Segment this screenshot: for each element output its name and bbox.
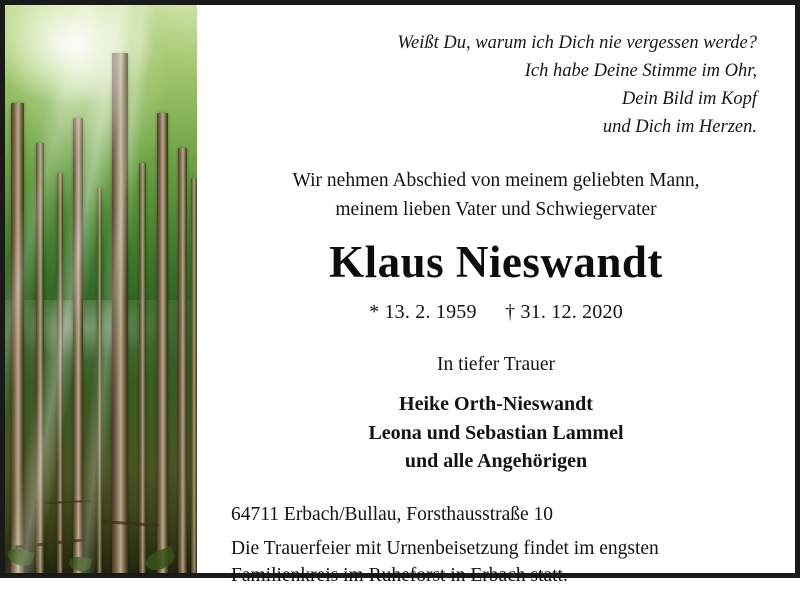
family-line: Heike Orth-Nieswandt — [399, 393, 593, 416]
forest-photo — [5, 5, 197, 573]
notice-inner — [5, 5, 795, 586]
family-line: und alle Angehörigen — [404, 450, 588, 473]
tree-trunk — [139, 163, 146, 573]
verse-line: Dein Bild im Kopf — [621, 89, 757, 110]
intro-block — [231, 167, 761, 224]
closing-line: Familienkreis im Ruheforst in Erbach statt. — [231, 564, 568, 586]
closing-line: Die Trauerfeier mit Urnenbeisetzung findet im engsten — [231, 537, 659, 559]
death-date: † 31. 12. 2020 — [505, 301, 623, 324]
verse-line: und Dich im Herzen. — [602, 117, 757, 138]
notice-text-panel — [197, 5, 795, 586]
verse-line: Ich habe Deine Stimme im Ohr, — [524, 61, 757, 82]
intro-line: Wir nehmen Abschied von meinem geliebten Mann, — [292, 170, 700, 192]
intro-line: meinem lieben Vater und Schwiegervater — [335, 198, 657, 220]
family-block — [231, 390, 761, 475]
closing-block — [231, 536, 761, 589]
verse-line: Weißt Du, warum ich Dich nie vergessen werde? — [397, 33, 757, 53]
address-line: 64711 Erbach/Bullau, Forsthausstraße 10 — [231, 503, 554, 525]
mourning-label: In tiefer Trauer — [436, 354, 556, 376]
birth-date: * 13. 2. 1959 — [369, 301, 477, 324]
tree-trunk — [73, 118, 83, 573]
tree-trunk — [112, 53, 128, 573]
tree-trunk — [178, 148, 187, 573]
tree-trunk — [11, 103, 24, 573]
verse-block — [231, 29, 757, 141]
life-dates — [231, 301, 761, 324]
tree-trunk — [97, 188, 102, 573]
tree-trunk — [157, 113, 168, 573]
deceased-name: Klaus Nieswandt — [329, 236, 663, 287]
tree-trunk — [57, 173, 63, 573]
tree-trunk — [36, 143, 44, 573]
family-line: Leona und Sebastian Lammel — [368, 421, 624, 444]
